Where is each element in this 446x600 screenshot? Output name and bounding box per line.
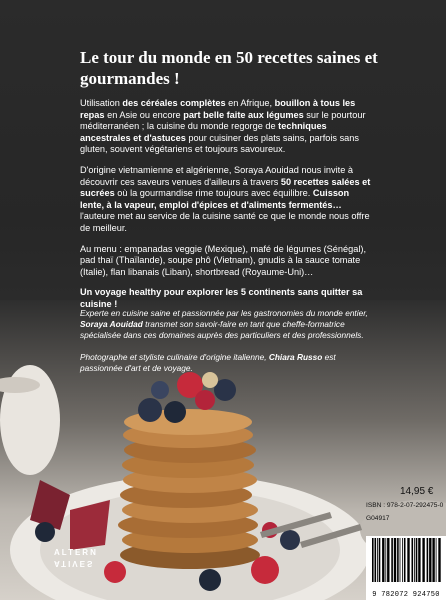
product-code: G04917	[366, 515, 390, 522]
para1-segment: bouillon à tous les repas	[80, 98, 356, 120]
bio2-segment: Chiara Russo	[268, 351, 323, 362]
para4-segment: Un voyage healthy pour explorer les 5 continents sans quitter sa cuisine !	[80, 287, 363, 309]
blurb	[80, 98, 375, 320]
author-bios	[80, 308, 380, 384]
barcode-bar	[385, 538, 386, 582]
bio1-segment: Experte en cuisine saine et passionnée par les gastronomies du monde entier,	[80, 308, 368, 318]
barcode-bar	[394, 538, 396, 582]
barcode-bar	[418, 538, 420, 582]
barcode-bar	[402, 538, 403, 582]
headline: Le tour du monde en 50 recettes saines et gourmandes !	[80, 48, 378, 88]
para1-segment: part belle faite aux légumes	[183, 109, 304, 120]
barcode-bar	[438, 538, 440, 582]
blurb-paragraph-1	[80, 98, 375, 156]
barcode-bar	[391, 538, 393, 582]
photographer-bio	[80, 352, 380, 374]
bio2-segment: Photographe et styliste culinaire d'origine italienne,	[80, 351, 269, 362]
barcode-bar	[387, 538, 389, 582]
barcode-bar	[427, 538, 429, 582]
barcode-bars	[366, 538, 446, 590]
barcode-bar	[379, 538, 381, 582]
barcode-bar	[414, 538, 415, 582]
publisher-logo	[54, 548, 98, 568]
barcode-bar	[397, 538, 399, 582]
para2-segment: où la gourmandise rime toujours avec équilibre.	[114, 188, 313, 199]
author-bio	[80, 308, 380, 342]
para1-segment: sur le pourtour méditerranéen ; la cuisine du monde regorge de	[80, 109, 366, 132]
bio2-segment: est passionnée d'art et de voyage.	[80, 351, 336, 373]
para1-segment: en Asie ou encore	[104, 109, 184, 120]
bio1-segment: transmet son savoir-faire en tant que cheffe-formatrice spécialisée dans ces domaines auprès des particuliers et des professionnels.	[80, 319, 364, 341]
blurb-paragraph-3	[80, 244, 375, 279]
barcode-bar	[404, 538, 406, 582]
isbn-block	[366, 501, 443, 524]
para1-segment: des céréales complètes	[122, 98, 226, 108]
para2-segment: l'auteure met au service de la cuisine santé ce que le monde nous offre de meilleur.	[80, 211, 370, 233]
para1-segment: techniques ancestrales et d'astuces	[80, 121, 327, 143]
para1-segment: pour cuisiner des plats sains, parfois sans gluten, souvent végétariens et toujours savoureux.	[80, 132, 359, 155]
barcode-number: 9 782072 924750	[372, 591, 440, 599]
publisher-logo-top: ALTERN	[54, 548, 98, 557]
para3-segment: Au menu : empanadas veggie (Mexique), mafé de légumes (Sénégal), pad thaï (Thaïlande), soupe phô (Vietnam), gnudis à la sauce tomate (Italie), flan libanais (Liban), shortbread (Royaume-Uni)…	[80, 243, 366, 277]
para2-segment: Cuisson lente, à la vapeur, emploi d'épices et d'aliments fermentés…	[80, 188, 350, 210]
barcode-bar	[422, 538, 424, 582]
isbn: ISBN : 978-2-07-292475-0	[366, 502, 444, 509]
barcode-bar	[432, 538, 434, 582]
barcode-bar	[375, 538, 377, 582]
barcode-bar	[436, 538, 437, 582]
barcode-bar	[412, 538, 414, 582]
para1-segment: Utilisation	[80, 98, 123, 108]
barcode-bar	[400, 538, 401, 582]
barcode-bar	[382, 538, 384, 582]
blurb-paragraph-2	[80, 165, 375, 235]
para2-segment: 50 recettes salées et sucrées	[80, 176, 371, 199]
price: 14,95 €	[400, 486, 434, 497]
bio1-segment: Soraya Aouidad	[80, 319, 143, 330]
para2-segment: D'origine vietnamienne et algérienne, Soraya Aouidad nous invite à découvrir ces saveurs venues d'ailleurs à travers	[80, 164, 353, 187]
barcode-bar	[377, 538, 378, 582]
barcode-bar	[372, 538, 374, 582]
barcode	[366, 536, 446, 600]
barcode-bar	[416, 538, 418, 582]
barcode-bar	[407, 538, 409, 582]
publisher-logo-bottom: ATIVES	[54, 559, 95, 568]
barcode-bar	[429, 538, 431, 582]
para1-segment: en Afrique,	[225, 98, 275, 108]
